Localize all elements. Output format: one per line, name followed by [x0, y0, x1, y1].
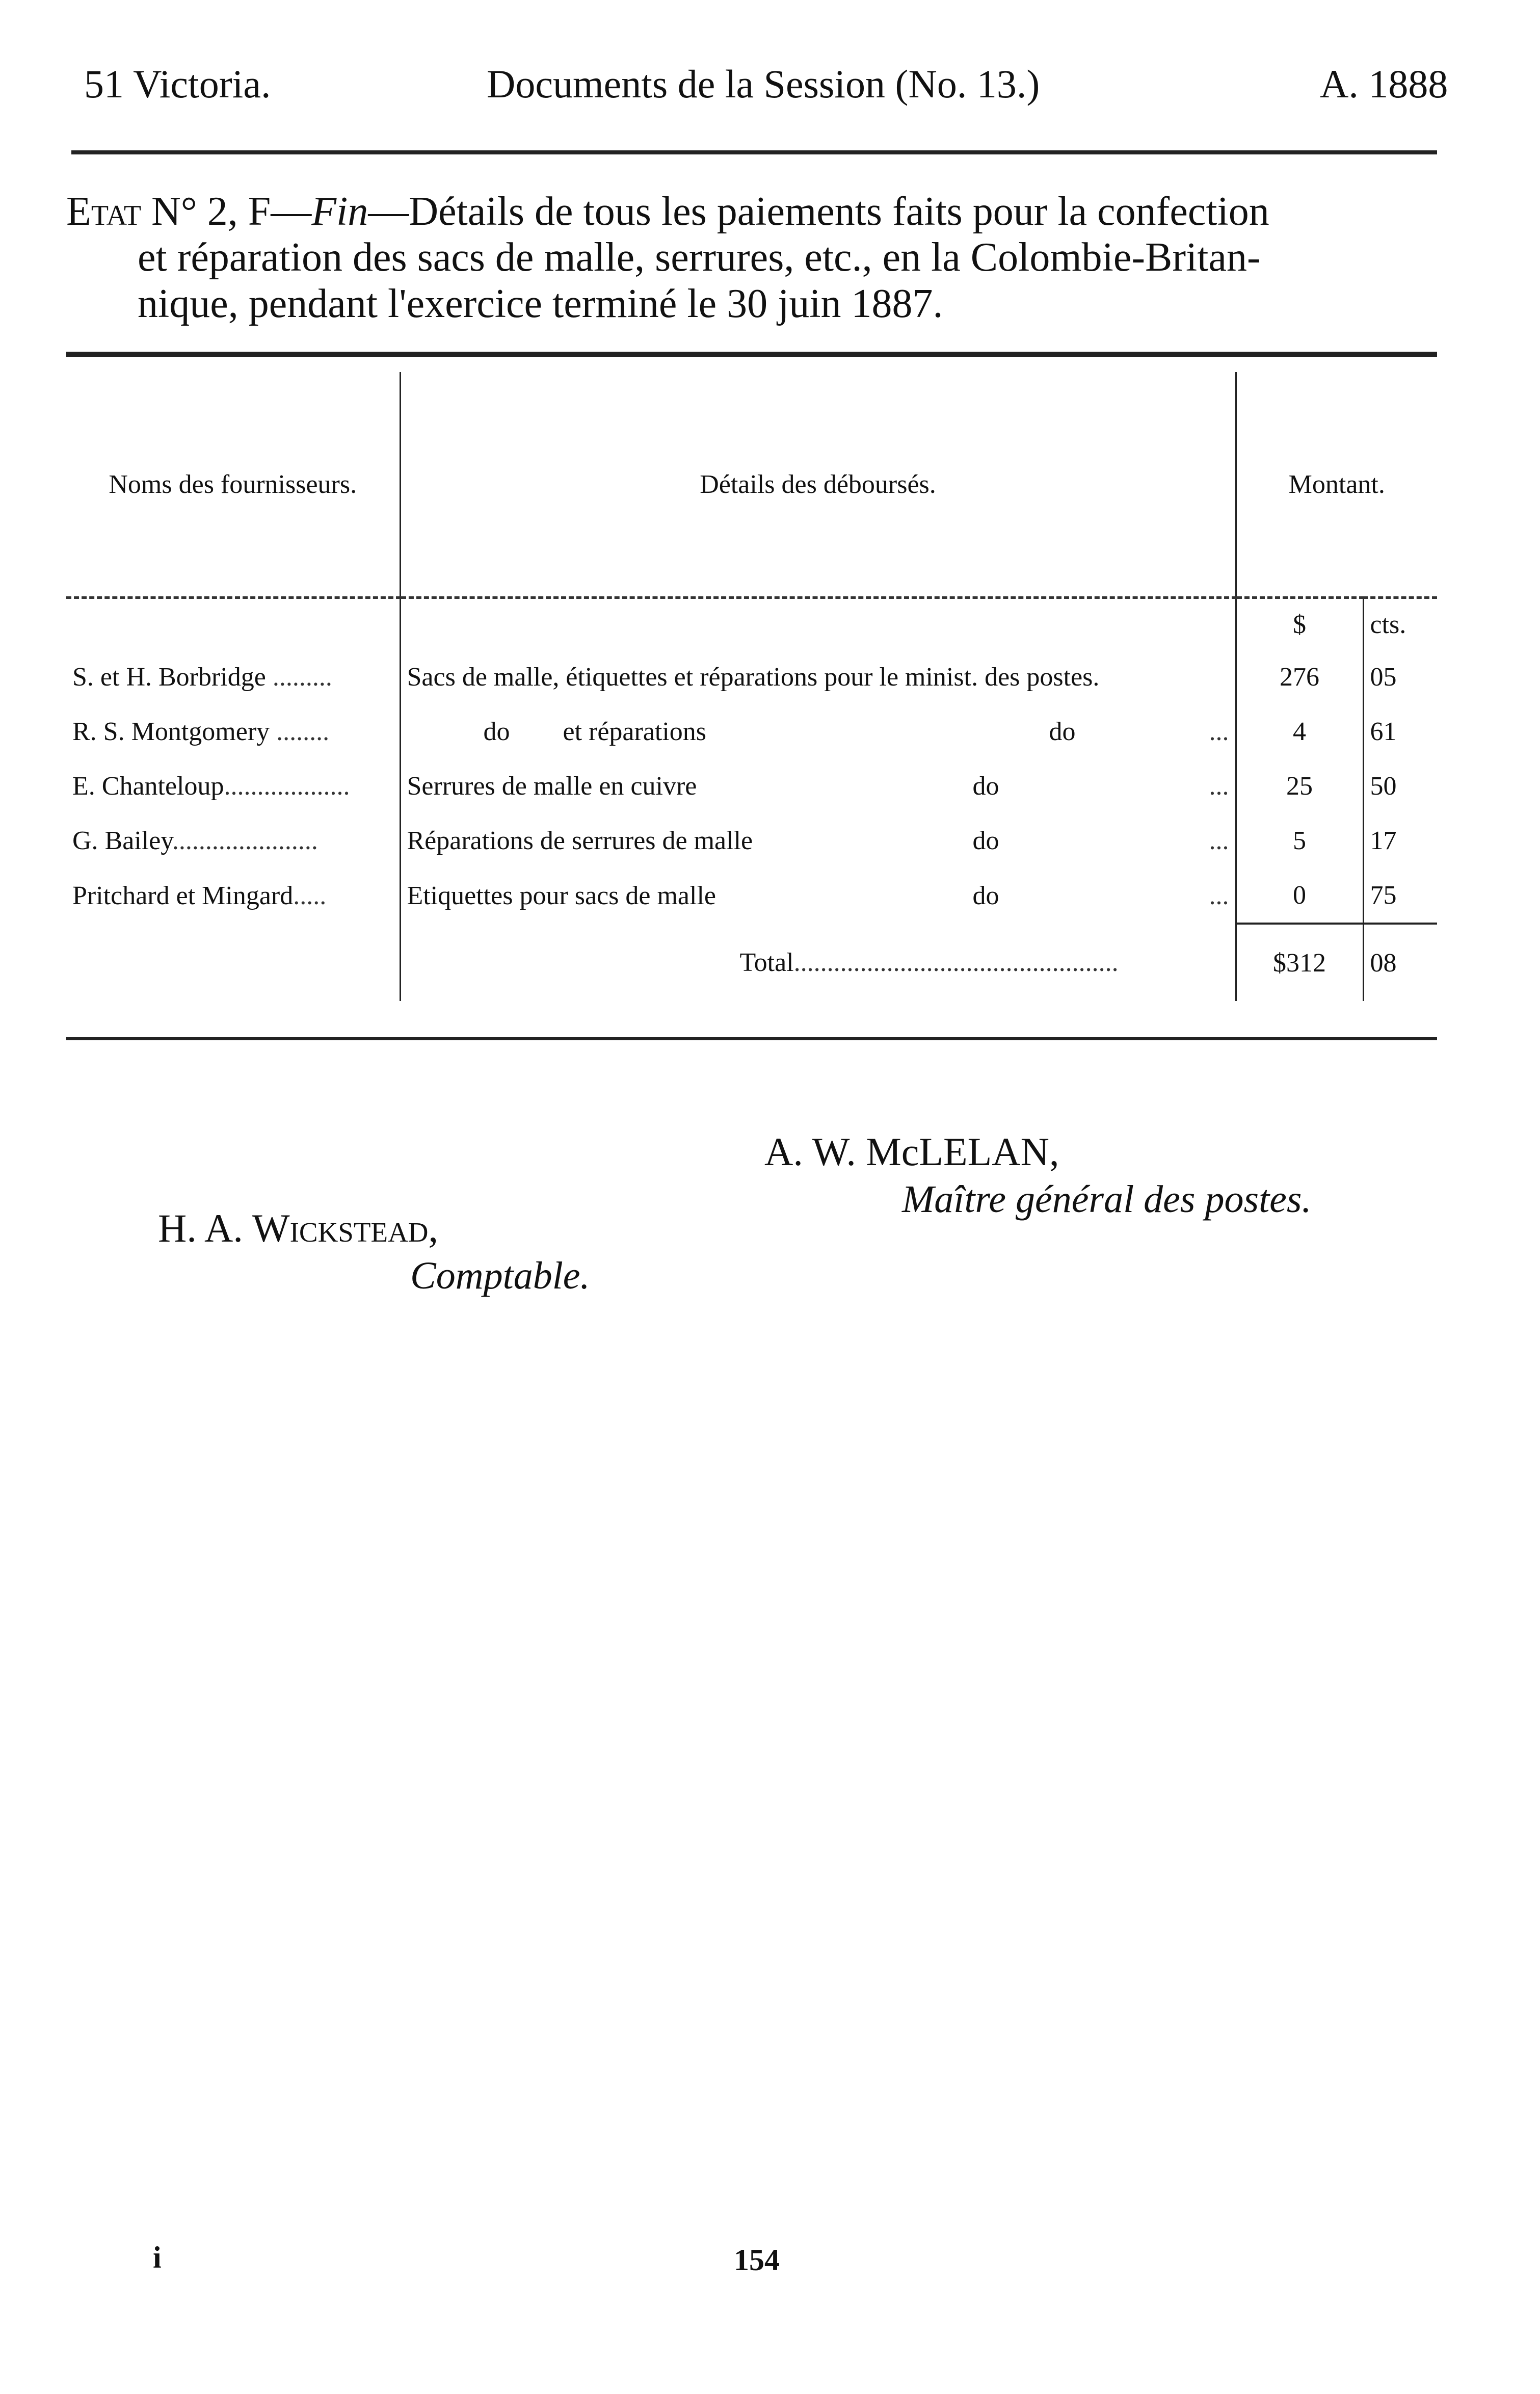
header-rule: [71, 150, 1437, 154]
supplier-name: R. S. Montgomery: [72, 717, 270, 746]
unit-cents: cts.: [1370, 610, 1406, 639]
table-row: E. Chanteloup................... Serrures de malle en cuivre do ... 25 50: [66, 759, 1437, 813]
table-row: Pritchard et Mingard..... Etiquettes pour sacs de malle do ... 0 75: [66, 868, 1437, 924]
units-row: [66, 598, 1437, 650]
total-label: Total: [739, 948, 794, 977]
table-header-row: [66, 372, 1437, 598]
table-row: R. S. Montgomery ........ do et réparations do ... 4 61: [66, 704, 1437, 759]
amount-cents: 61: [1370, 717, 1397, 746]
header-document: Documents de la Session (No. 13.): [487, 62, 1040, 106]
header-name: Noms des fournisseurs.: [66, 372, 400, 598]
disbursement-details: Sacs de malle, étiquettes et réparations pour le minist. des postes.: [400, 650, 1236, 704]
title-line-1: [66, 189, 1442, 234]
ditto-mark: do: [972, 826, 999, 855]
postmaster-role: Maître général des postes.: [902, 1178, 1312, 1221]
supplier-name: G. Bailey: [72, 826, 172, 855]
header-session: 51 Victoria.: [84, 62, 271, 106]
amount-dollars: 0: [1236, 868, 1363, 924]
amount-cents: 50: [1370, 772, 1397, 801]
disbursement-details: do et réparations: [483, 717, 707, 746]
supplier-name: Pritchard et Mingard: [72, 881, 294, 910]
disbursement-details: Serrures de malle en cuivre: [407, 772, 697, 801]
amount-cents: 17: [1370, 826, 1397, 855]
header-amount: Montant.: [1236, 372, 1437, 598]
title-line-3: nique, pendant l'exercice terminé le 30 juin 1887.: [138, 281, 943, 326]
title-etat: Etat: [66, 189, 142, 234]
amount-dollars: 5: [1236, 813, 1363, 868]
amount-dollars: 4: [1236, 704, 1363, 759]
ditto-mark: do: [972, 881, 999, 910]
amount-dollars: 276: [1236, 650, 1363, 704]
total-dollars: $312: [1236, 924, 1363, 1001]
statement-title: [66, 189, 1442, 327]
total-cents: 08: [1363, 924, 1437, 1001]
title-rule: [66, 352, 1437, 357]
title-text-1: —Détails de tous les paiements faits pour la confection: [368, 189, 1269, 234]
disbursement-details: Etiquettes pour sacs de malle: [407, 881, 716, 910]
amount-cents: 75: [1370, 881, 1397, 910]
table-row: G. Bailey...................... Réparations de serrures de malle do ... 5 17: [66, 813, 1437, 868]
table-row: S. et H. Borbridge ......... Sacs de malle, étiquettes et réparations pour le minist. des postes. 276 05: [66, 650, 1437, 704]
unit-dollars: $: [1236, 598, 1363, 650]
page-number: 154: [734, 2243, 780, 2277]
ditto-mark: do: [1049, 717, 1076, 746]
accountant-name: H. A. Wickstead,: [158, 1206, 439, 1250]
title-line-2: et réparation des sacs de malle, serrures, etc., en la Colombie-Britan-: [138, 235, 1261, 280]
footer-mark: i: [153, 2241, 162, 2274]
title-fin: Fin: [311, 189, 368, 234]
header-year: A. 1888: [1320, 62, 1448, 106]
amount-cents: 05: [1370, 663, 1397, 692]
disbursement-details: Réparations de serrures de malle: [407, 826, 753, 855]
total-row: Total................................................. $312 08: [66, 924, 1437, 1001]
ditto-mark: do: [972, 772, 999, 801]
amount-dollars: 25: [1236, 759, 1363, 813]
accountant-role: Comptable.: [410, 1254, 590, 1297]
table-bottom-rule: [66, 1037, 1437, 1040]
supplier-name: E. Chanteloup: [72, 772, 224, 801]
postmaster-name: A. W. McLELAN,: [764, 1129, 1059, 1174]
payments-table: [66, 372, 1437, 1001]
header-details: Détails des déboursés.: [400, 372, 1236, 598]
title-number: N° 2, F—: [151, 189, 312, 234]
supplier-name: S. et H. Borbridge: [72, 663, 266, 692]
